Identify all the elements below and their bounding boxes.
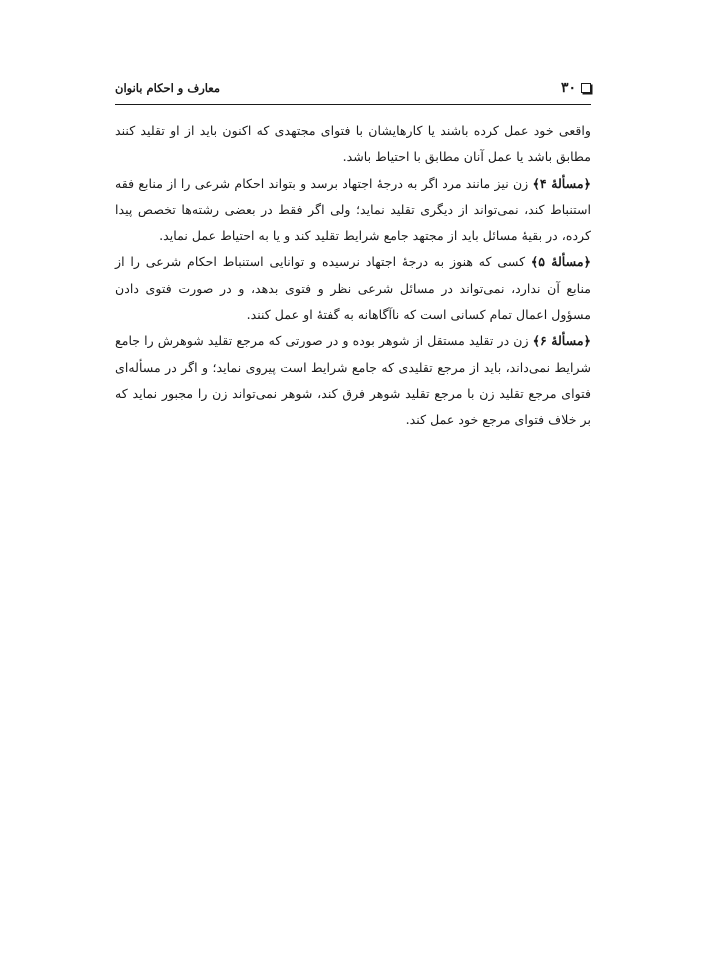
issue-6-heading: ﴿مسألهٔ ۶﴾	[532, 333, 592, 349]
paragraph-text: واقعی خود عمل کرده باشند یا کارهایشان با فتوای مجتهدی که اکنون باید از او تقلید کنند مطابق باشد یا عمل آنان مطابق با احتیاط باشد.	[115, 123, 591, 165]
page-header	[115, 76, 591, 102]
main-text	[115, 118, 591, 434]
page-number-group	[561, 80, 591, 96]
issue-6-text: زن در تقلید مستقل از شوهر بوده و در صورتی که مرجع تقلید شوهرش را جامع شرایط نمی‌داند، باید از مرجع تقلیدی که جامع شرایط است پیروی نماید؛ و اگر در مسأله‌ای فتوای مرجع تقلید زن با مرجع تقلید شوهر فرق کند، شوهر نمی‌تواند زن را مجبور نماید که بر خلاف فتوای مرجع خود عمل کند.	[115, 333, 591, 428]
issue-5-text: کسی که هنوز به درجهٔ اجتهاد نرسیده و توانایی استنباط احکام شرعی را از منابع آن ندارد، نمی‌تواند در مسائل شرعی نظر و فتوی بدهد، و در صورت فتوی دادن مسؤول اعمال تمام کسانی است که ناآگاهانه به گفتهٔ او عمل کنند.	[115, 254, 591, 323]
header-divider	[115, 104, 591, 105]
issue-5-paragraph	[115, 249, 591, 328]
paragraph-continuation	[115, 118, 591, 171]
issue-4-heading: ﴿مسألهٔ ۴﴾	[532, 175, 592, 191]
issue-6-paragraph	[115, 328, 591, 433]
issue-4-paragraph	[115, 171, 591, 250]
issue-5-heading: ﴿مسألهٔ ۵﴾	[530, 254, 591, 270]
running-header-title: معارف و احکام بانوان	[115, 81, 221, 95]
issue-4-text: زن نیز مانند مرد اگر به درجهٔ اجتهاد برسد و بتواند احکام شرعی را از منابع فقه استنباط کند، نمی‌تواند از دیگری تقلید نماید؛ ولی اگر فقط در بعضی رشته‌ها تخصص پیدا کرده، در بقیهٔ مسائل باید از مجتهد جامع شرایط تقلید کند و یا به احتیاط عمل نماید.	[115, 175, 591, 244]
page-number: ۳۰	[560, 80, 576, 96]
square-bullet-icon	[581, 83, 591, 93]
